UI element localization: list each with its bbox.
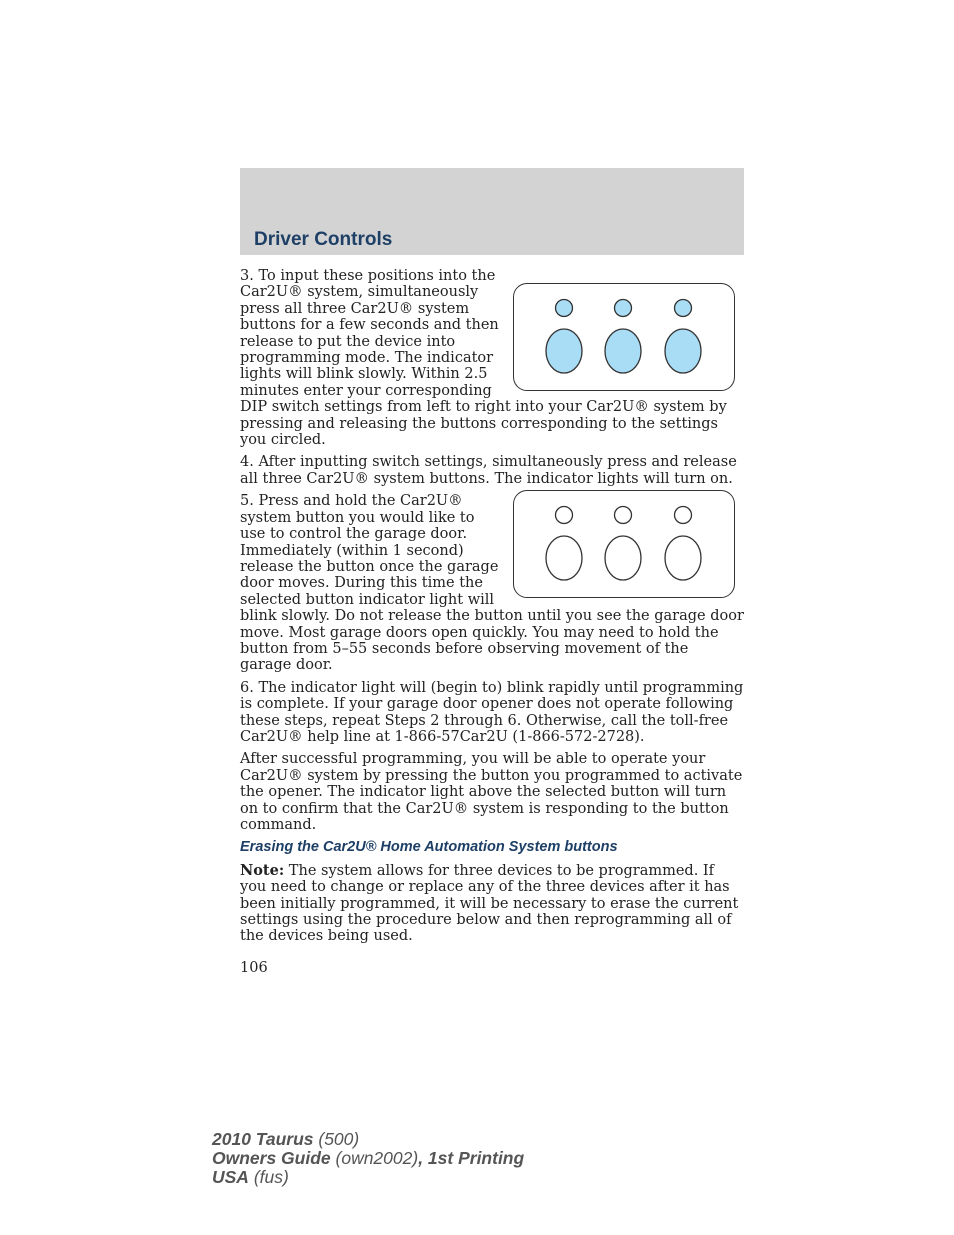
header-band [240,168,744,255]
system-button-3 [665,536,701,580]
paragraph-step-6: 6. The indicator light will (begin to) blink rapidly until programming is complete. If your garage door opener does not operate following these steps, repeat Steps 2 through 6. Otherwise, call the toll-free Car2U® help line at 1-866-57Car2U (1-866-572-2728). [240,679,744,745]
indicator-light-1 [556,507,573,524]
indicator-light-2 [615,300,632,317]
page-content [240,268,744,951]
footer-printing: , 1st Printing [418,1148,525,1168]
paragraph-step-3: 3. To input these positions into the Car2U® system, simultaneously press all three Car2U® system buttons for a few seconds and then release to put the device into programming mode. The indicator lights will blink slowly. Within 2.5 minutes enter your corresponding DIP switch settings from left to right into your Car2U® system by pressing and releasing the buttons corresponding to the settings you circled. [240,268,727,449]
car2u-buttons-lit-figure [513,283,735,391]
system-button-1 [546,329,582,373]
system-button-2 [605,536,641,580]
note-label: Note: [240,861,285,879]
note-text: The system allows for three devices to be programmed. If you need to change or replace any of the three devices after it has been initially programmed, it will be necessary to erase the current settings using the procedure below and then reprogramming all of the devices being used. [240,862,739,945]
indicator-light-2 [615,507,632,524]
footer-market: USA [212,1167,249,1187]
footer-guide: Owners Guide [212,1148,331,1168]
subheading-erasing: Erasing the Car2U® Home Automation System buttons [240,839,618,856]
paragraph-step-4: 4. After inputting switch settings, simultaneously press and release all three Car2U® system buttons. The indicator lights will turn on. [240,454,737,487]
system-button-3 [665,329,701,373]
section-title: Driver Controls [254,229,393,250]
car2u-buttons-unlit-figure [513,490,735,598]
note-paragraph [240,863,744,945]
footer-line-1 [212,1130,524,1149]
footer-line-3 [212,1168,524,1187]
footer-guide-code: (own2002) [330,1148,419,1168]
footer [212,1130,524,1187]
paragraph-after-programming: After successful programming, you will be able to operate your Car2U® system by pressing the button you programmed to activate the opener. The indicator light above the selected button will turn on to confirm that the Car2U® system is responding to the button command. [240,751,743,833]
footer-model-code: (500) [313,1129,360,1149]
page-number: 106 [240,960,268,976]
system-button-2 [605,329,641,373]
paragraph-step-5: 5. Press and hold the Car2U® system button you would like to use to control the garage door. Immediately (within 1 second) release the button once the garage door moves. During this time the selected button indicator light will blink slowly. Do not release the button until you see the garage door move. Most garage doors open quickly. You may need to hold the button from 5–55 seconds before observing movement of the garage door. [240,493,744,674]
footer-model: 2010 Taurus [212,1129,314,1149]
indicator-light-3 [675,300,692,317]
system-button-1 [546,536,582,580]
footer-market-code: (fus) [248,1167,289,1187]
indicator-light-1 [556,300,573,317]
indicator-light-3 [675,507,692,524]
footer-line-2 [212,1149,524,1168]
